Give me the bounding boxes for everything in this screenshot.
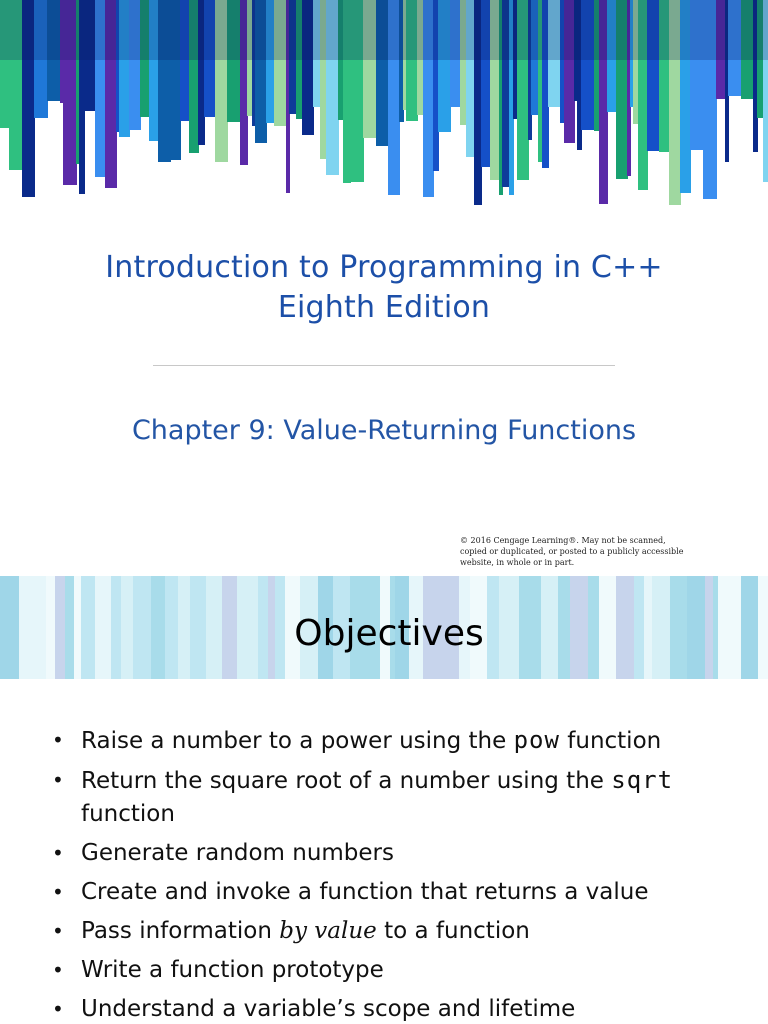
objectives-slide xyxy=(0,576,768,1024)
bullet-icon: • xyxy=(52,919,64,943)
slide-title: Objectives xyxy=(294,613,484,654)
objective-text: Pass information xyxy=(81,918,280,944)
code-term: sqrt xyxy=(611,766,674,794)
bullet-icon: • xyxy=(52,958,64,982)
bullet-icon: • xyxy=(52,768,64,792)
copyright-notice: © 2016 Cengage Learning®. May not be scanned, copied or duplicated, or posted to a publicly accessible website, in whole or in part. xyxy=(460,536,684,567)
objective-text: Write a function prototype xyxy=(81,957,384,983)
bullet-icon: • xyxy=(52,880,64,904)
objective-item xyxy=(52,724,752,758)
objective-item xyxy=(52,764,752,831)
bullet-icon: • xyxy=(52,728,64,752)
objective-text: Understand a variable’s scope and lifetime xyxy=(81,996,576,1022)
objective-item xyxy=(52,993,752,1024)
emphasis-term: by value xyxy=(279,918,377,944)
objective-text: to a function xyxy=(376,918,530,944)
objective-text: Generate random numbers xyxy=(81,840,394,866)
chapter-title: Chapter 9: Value-Returning Functions xyxy=(131,415,637,446)
book-edition: Eighth Edition xyxy=(277,290,491,325)
objective-text: Return the square root of a number using the xyxy=(81,768,612,794)
decorative-bars-banner xyxy=(0,0,768,210)
objective-text: function xyxy=(81,801,175,827)
objective-item xyxy=(52,915,752,948)
code-term: pow xyxy=(513,726,560,754)
book-title: Introduction to Programming in C++ xyxy=(105,250,663,285)
objective-text: Raise a number to a power using the xyxy=(81,728,514,754)
objective-text: function xyxy=(559,728,662,754)
banner-shade xyxy=(0,0,768,60)
objective-text: Create and invoke a function that returns a value xyxy=(81,879,649,905)
bullet-icon: • xyxy=(52,841,64,865)
objective-item xyxy=(52,837,752,870)
objective-item xyxy=(52,954,752,987)
objectives-list xyxy=(52,724,752,1024)
title-divider xyxy=(153,365,615,366)
bullet-icon: • xyxy=(52,997,64,1021)
objective-item xyxy=(52,876,752,909)
